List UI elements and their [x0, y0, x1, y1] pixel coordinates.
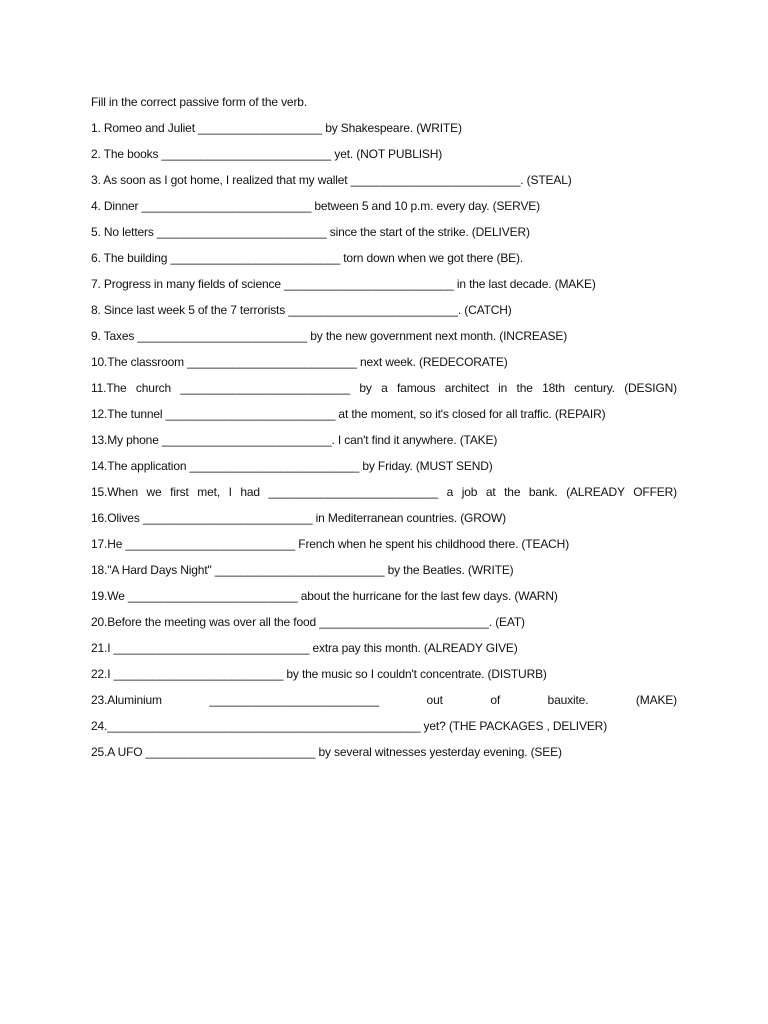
exercise-item: 6. The building __________________________ torn down when we got there (BE).	[91, 251, 524, 265]
exercise-item: 9. Taxes __________________________ by the new government next month. (INCREASE)	[91, 329, 568, 343]
exercise-item: 8. Since last week 5 of the 7 terrorists __________________________. (CATCH)	[91, 303, 512, 317]
exercise-item: 24.________________________________________________ yet? (THE PACKAGES , DELIVER)	[91, 719, 608, 733]
exercise-item: 2. The books __________________________ yet. (NOT PUBLISH)	[91, 147, 443, 161]
exercise-item: 14.The application __________________________ by Friday. (MUST SEND)	[91, 459, 493, 473]
exercise-item: 21.I ______________________________ extra pay this month. (ALREADY GIVE)	[91, 641, 518, 655]
exercise-item: 13.My phone __________________________. I can't find it anywhere. (TAKE)	[91, 433, 498, 447]
exercise-item: 4. Dinner __________________________ between 5 and 10 p.m. every day. (SERVE)	[91, 199, 541, 213]
exercise-item: 23.Aluminium __________________________ out of bauxite. (MAKE)	[91, 693, 677, 707]
exercise-item: 12.The tunnel __________________________ at the moment, so it's closed for all traffic. (REPAIR)	[91, 407, 606, 421]
exercise-item: 16.Olives __________________________ in Mediterranean countries. (GROW)	[91, 511, 506, 525]
exercise-item: 11.The church __________________________ by a famous architect in the 18th century. (DESIGN)	[91, 381, 677, 395]
exercise-item: 19.We __________________________ about the hurricane for the last few days. (WARN)	[91, 589, 558, 603]
exercise-item: 18."A Hard Days Night" __________________________ by the Beatles. (WRITE)	[91, 563, 514, 577]
exercise-item: 1. Romeo and Juliet ___________________ by Shakespeare. (WRITE)	[91, 121, 462, 135]
exercise-item: 25.A UFO __________________________ by several witnesses yesterday evening. (SEE)	[91, 745, 562, 759]
exercise-list	[91, 119, 677, 769]
exercise-item: 15.When we first met, I had __________________________ a job at the bank. (ALREADY OFFER)	[91, 485, 677, 499]
exercise-item: 17.He __________________________ French when he spent his childhood there. (TEACH)	[91, 537, 570, 551]
exercise-item: 3. As soon as I got home, I realized that my wallet __________________________. (STEAL)	[91, 173, 572, 187]
exercise-item: 20.Before the meeting was over all the food __________________________. (EAT)	[91, 615, 525, 629]
exercise-item: 7. Progress in many fields of science __________________________ in the last decade. (MAKE)	[91, 277, 596, 291]
exercise-item: 22.I __________________________ by the music so I couldn't concentrate. (DISTURB)	[91, 667, 547, 681]
exercise-item: 5. No letters __________________________ since the start of the strike. (DELIVER)	[91, 225, 530, 239]
instruction-text: Fill in the correct passive form of the verb.	[91, 95, 308, 109]
worksheet	[91, 93, 677, 769]
exercise-item: 10.The classroom __________________________ next week. (REDECORATE)	[91, 355, 508, 369]
